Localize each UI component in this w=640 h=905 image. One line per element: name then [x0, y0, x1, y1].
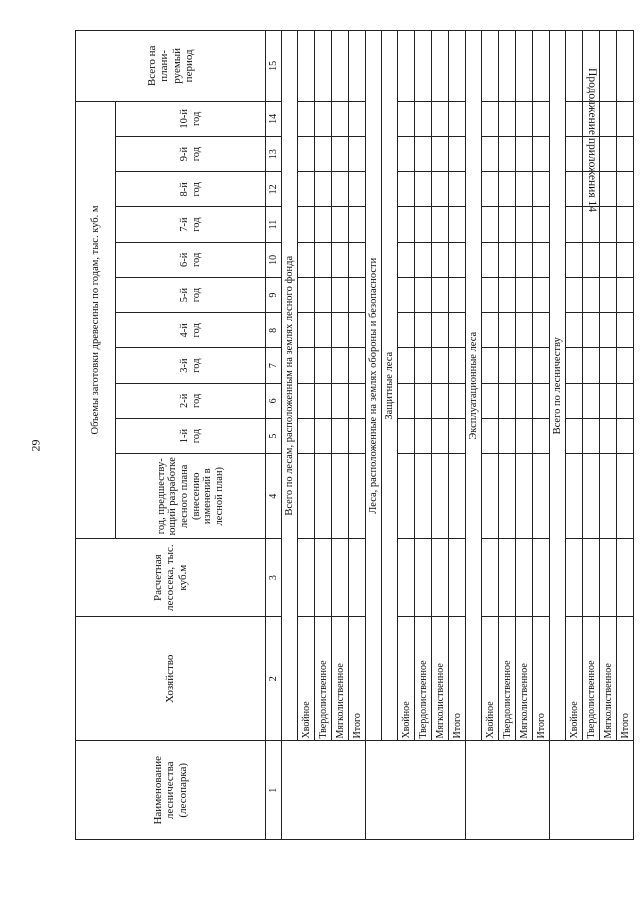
header-cut: Расчетная лесосека, тыс. куб.м	[76, 539, 266, 617]
table-row	[600, 31, 617, 840]
table-row	[482, 31, 499, 840]
farm-type: Мягколиственное	[432, 617, 449, 741]
column-number: 5	[266, 418, 282, 453]
table-row	[315, 31, 332, 840]
table-row	[449, 31, 466, 840]
column-number: 10	[266, 242, 282, 277]
header-year: 7-й год	[116, 207, 266, 242]
column-number: 1	[266, 741, 282, 840]
column-number: 7	[266, 348, 282, 383]
header-year: 4-й год	[116, 313, 266, 348]
table-row	[533, 31, 550, 840]
table-row	[415, 31, 432, 840]
farm-type: Мягколиственное	[600, 617, 617, 741]
page-number: 29	[28, 439, 43, 452]
table-row	[298, 31, 315, 840]
section-title: Эксплуатационные леса	[466, 31, 482, 741]
section-title: Леса, расположенные на землях обороны и безопасности	[366, 31, 382, 741]
column-number: 9	[266, 277, 282, 312]
header-year: 5-й год	[116, 277, 266, 312]
header-year: 2-й год	[116, 383, 266, 418]
section-row	[366, 31, 382, 840]
section-title: Всего по лесничеству	[550, 31, 566, 741]
forestry-name-cell	[550, 741, 634, 840]
header-year: 3-й год	[116, 348, 266, 383]
table-row	[349, 31, 366, 840]
section-row	[382, 31, 398, 840]
column-number: 3	[266, 539, 282, 617]
header-name: Наименование лесничества (лесопарка)	[76, 741, 266, 840]
column-number: 2	[266, 617, 282, 741]
farm-type: Твердолиственное	[415, 617, 432, 741]
farm-type: Хвойное	[566, 617, 583, 741]
header-year: 9-й год	[116, 136, 266, 171]
farm-type: Мягколиственное	[332, 617, 349, 741]
column-number: 11	[266, 207, 282, 242]
header-total: Всего на плани-руемый период	[76, 31, 266, 102]
forestry-name-cell	[466, 741, 550, 840]
section-title: Защитные леса	[382, 31, 398, 741]
table-row	[583, 31, 600, 840]
table-row	[499, 31, 516, 840]
column-number: 6	[266, 383, 282, 418]
farm-type: Твердолиственное	[315, 617, 332, 741]
section-row	[466, 31, 482, 840]
header-year: 8-й год	[116, 172, 266, 207]
section-row	[282, 31, 298, 840]
column-number: 12	[266, 172, 282, 207]
header-farm: Хозяйство	[76, 617, 266, 741]
farm-type: Хвойное	[398, 617, 415, 741]
header-volume-group: Объемы заготовки древесины по годам, тыс. куб. м	[76, 101, 116, 539]
header-year: 1-й год	[116, 418, 266, 453]
forestry-name-cell	[366, 741, 466, 840]
header-year: 10-й год	[116, 101, 266, 136]
table-row	[516, 31, 533, 840]
farm-type: Итого	[349, 617, 366, 741]
table-row	[332, 31, 349, 840]
farm-type: Итого	[533, 617, 550, 741]
continuation-text: Продолжение приложения 14	[586, 68, 598, 212]
farm-type: Твердолиственное	[499, 617, 516, 741]
header-year-prev: год, предшеству-ющий разработке лесного плана (внесению изменений в лесной план)	[116, 454, 266, 539]
farm-type: Итого	[617, 617, 634, 741]
farm-type: Хвойное	[298, 617, 315, 741]
table-row	[617, 31, 634, 840]
column-number: 4	[266, 454, 282, 539]
column-number: 15	[266, 31, 282, 102]
table-row	[398, 31, 415, 840]
farm-type: Мягколиственное	[516, 617, 533, 741]
farm-type: Итого	[449, 617, 466, 741]
section-title: Всего по лесам, расположенным на землях лесного фонда	[282, 31, 298, 741]
table-row	[432, 31, 449, 840]
section-row	[550, 31, 566, 840]
forestry-name-cell	[282, 741, 366, 840]
farm-type: Хвойное	[482, 617, 499, 741]
farm-type: Твердолиственное	[583, 617, 600, 741]
column-number: 14	[266, 101, 282, 136]
column-numbers-row	[266, 31, 282, 840]
column-number: 8	[266, 313, 282, 348]
header-year: 6-й год	[116, 242, 266, 277]
column-number: 13	[266, 136, 282, 171]
table-row	[566, 31, 583, 840]
